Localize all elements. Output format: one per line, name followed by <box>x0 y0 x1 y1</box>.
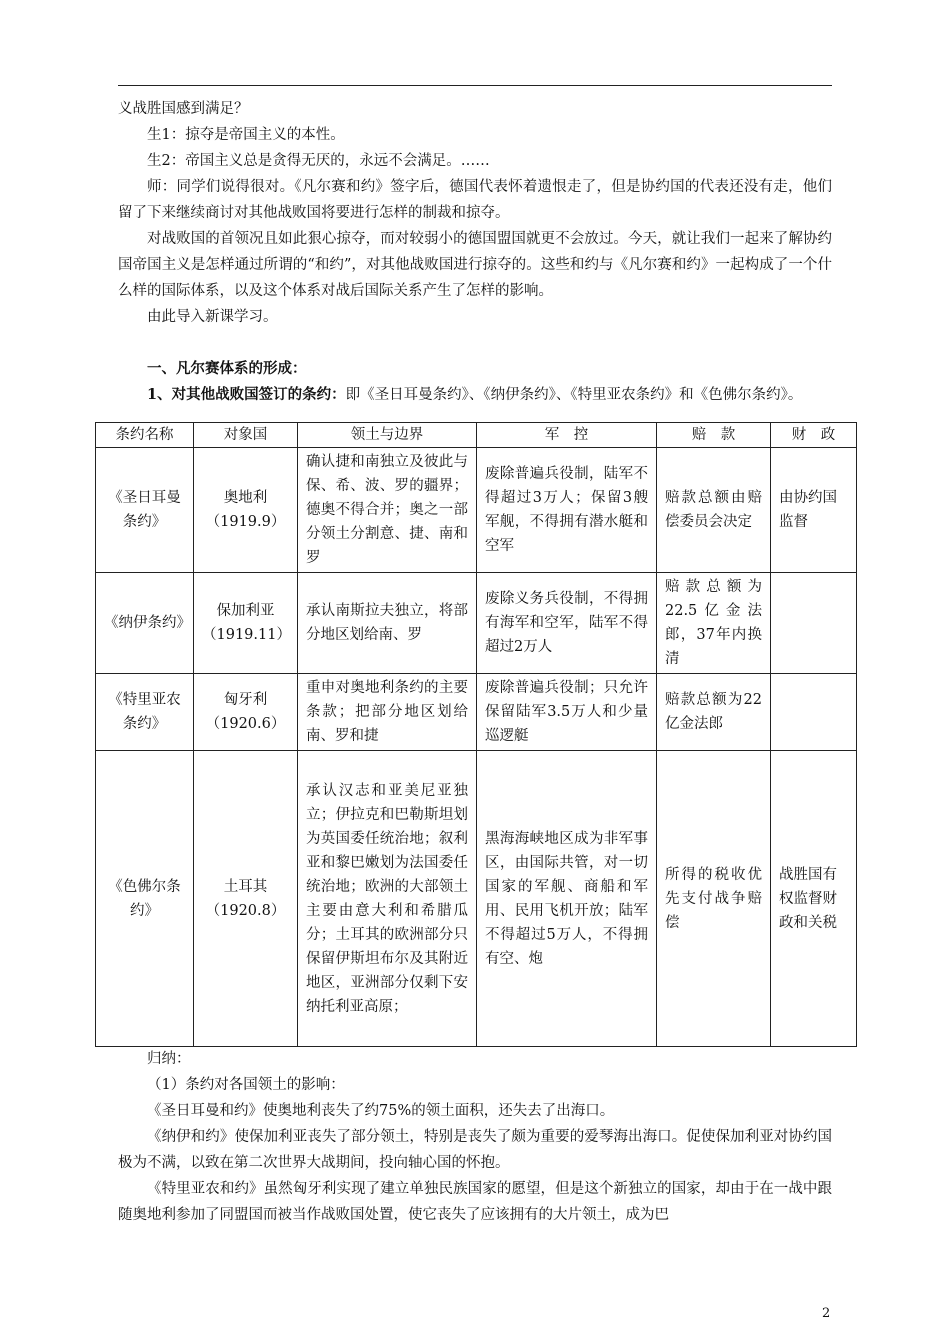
treaty-military: 废除义务兵役制，不得拥有海军和空军，陆军不得超过2万人 <box>477 573 657 674</box>
header-country: 对象国 <box>194 423 298 448</box>
teacher-remark: 师：同学们说得很对。《凡尔赛和约》签字后，德国代表怀着遗恨走了，但是协约国的代表还没有走，他们留了下来继续商讨对其他战败国将要进行怎样的制裁和掠夺。 <box>118 179 832 221</box>
intro-section <box>118 96 832 408</box>
treaty-reparations: 赔款总额为22亿金法郎 <box>657 674 771 751</box>
treaty-table <box>95 422 857 1047</box>
treaty-date: （1919.9） <box>205 514 286 530</box>
treaty-military: 黑海海峡地区成为非军事区，由国际共管，对一切国家的军舰、商船和军用、民用飞机开放；陆军不得超过5万人，不得拥有空、炮 <box>477 751 657 1047</box>
table-row <box>96 573 857 674</box>
treaty-finance <box>771 674 857 751</box>
header-treaty-name: 条约名称 <box>96 423 194 448</box>
student-answer-1: 生1：掠夺是帝国主义的本性。 <box>147 127 345 143</box>
country-name: 保加利亚 <box>216 603 275 619</box>
treaty-country <box>194 674 298 751</box>
treaty-country <box>194 448 298 573</box>
summary-subheading: （1）条约对各国领土的影响： <box>147 1077 345 1093</box>
summary-austria: 《圣日耳曼和约》使奥地利丧失了约75%的领土面积，还失去了出海口。 <box>147 1103 615 1119</box>
intro-transition: 由此导入新课学习。 <box>147 309 278 325</box>
summary-section <box>118 1046 832 1228</box>
table-row <box>96 751 857 1047</box>
treaty-country <box>194 573 298 674</box>
summary-hungary: 《特里亚农和约》虽然匈牙利实现了建立单独民族国家的愿望，但是这个新独立的国家，却由于在一战中跟随奥地利参加了同盟国而被当作战败国处置，使它丧失了应该拥有的大片领土，成为巴 <box>118 1181 832 1223</box>
summary-heading: 归纳： <box>147 1051 191 1067</box>
sub-title-bold: 1、对其他战败国签订的条约： <box>147 386 346 403</box>
intro-paragraph: 对战败国的首领况且如此狠心掠夺，而对较弱小的德国盟国就更不会放过。今天，就让我们一起来了解协约国帝国主义是怎样通过所谓的“和约”，对其他战败国进行掠夺的。这些和约与《凡尔赛和约》一起构成了一个什么样的国际体系，以及这个体系对战后国际关系产生了怎样的影响。 <box>118 231 832 299</box>
intro-line-1: 义战胜国感到满足？ <box>118 101 249 117</box>
table-row <box>96 674 857 751</box>
treaty-reparations: 赔款总额为22.5亿金法郎，37年内换清 <box>657 573 771 674</box>
treaty-date: （1919.11） <box>202 627 291 643</box>
header-territory: 领土与边界 <box>298 423 477 448</box>
treaty-territory: 承认汉志和亚美尼亚独立；伊拉克和巴勒斯坦划为英国委任统治地；叙利亚和黎巴嫩划为法国委任统治地；欧洲的大部领土主要由意大利和希腊瓜分；土耳其的欧洲部分只保留伊斯坦布尔及其附近地区，亚洲部分仅剩下安纳托利亚高原； <box>298 751 477 1047</box>
treaty-territory: 确认捷和南独立及彼此与保、希、波、罗的疆界；德奥不得合并；奥之一部分领土分割意、捷、南和罗 <box>298 448 477 573</box>
treaty-reparations: 赔款总额由赔偿委员会决定 <box>657 448 771 573</box>
header-rule <box>118 85 832 86</box>
treaty-military: 废除普遍兵役制；只允许保留陆军3.5万人和少量巡逻艇 <box>477 674 657 751</box>
page-number: 2 <box>822 1306 831 1321</box>
table-header-row <box>96 423 857 448</box>
treaty-country <box>194 751 298 1047</box>
treaty-name: 《纳伊条约》 <box>96 573 194 674</box>
summary-bulgaria: 《纳伊和约》使保加利亚丧失了部分领土，特别是丧失了颇为重要的爱琴海出海口。促使保加利亚对协约国极为不满，以致在第二次世界大战期间，投向轴心国的怀抱。 <box>118 1129 832 1171</box>
treaty-finance: 战胜国有权监督财政和关税 <box>771 751 857 1047</box>
table-row <box>96 448 857 573</box>
section-title: 一、凡尔赛体系的形成： <box>147 360 307 377</box>
sub-title-rest: 即《圣日耳曼条约》、《纳伊条约》、《特里亚农条约》和《色佛尔条约》。 <box>345 387 803 403</box>
treaty-name: 《特里亚农条约》 <box>96 674 194 751</box>
treaty-date: （1920.6） <box>205 716 286 732</box>
sub-title <box>118 382 832 408</box>
treaty-territory: 重申对奥地利条约的主要条款；把部分地区划给南、罗和捷 <box>298 674 477 751</box>
treaty-date: （1920.8） <box>205 902 286 919</box>
header-military: 军 控 <box>477 423 657 448</box>
country-name: 奥地利 <box>223 490 268 506</box>
treaty-territory: 承认南斯拉夫独立，将部分地区划给南、罗 <box>298 573 477 674</box>
country-name: 匈牙利 <box>223 692 268 708</box>
header-finance: 财 政 <box>771 423 857 448</box>
header-reparations: 赔 款 <box>657 423 771 448</box>
treaty-military: 废除普遍兵役制，陆军不得超过3万人；保留3艘军舰，不得拥有潜水艇和空军 <box>477 448 657 573</box>
treaty-finance <box>771 573 857 674</box>
treaty-name: 《色佛尔条约》 <box>96 751 194 1047</box>
treaty-reparations: 所得的税收优先支付战争赔偿 <box>657 751 771 1047</box>
treaty-finance: 由协约国监督 <box>771 448 857 573</box>
country-name: 土耳其 <box>223 878 268 895</box>
treaty-name: 《圣日耳曼条约》 <box>96 448 194 573</box>
student-answer-2: 生2：帝国主义总是贪得无厌的，永远不会满足。…… <box>147 153 490 169</box>
